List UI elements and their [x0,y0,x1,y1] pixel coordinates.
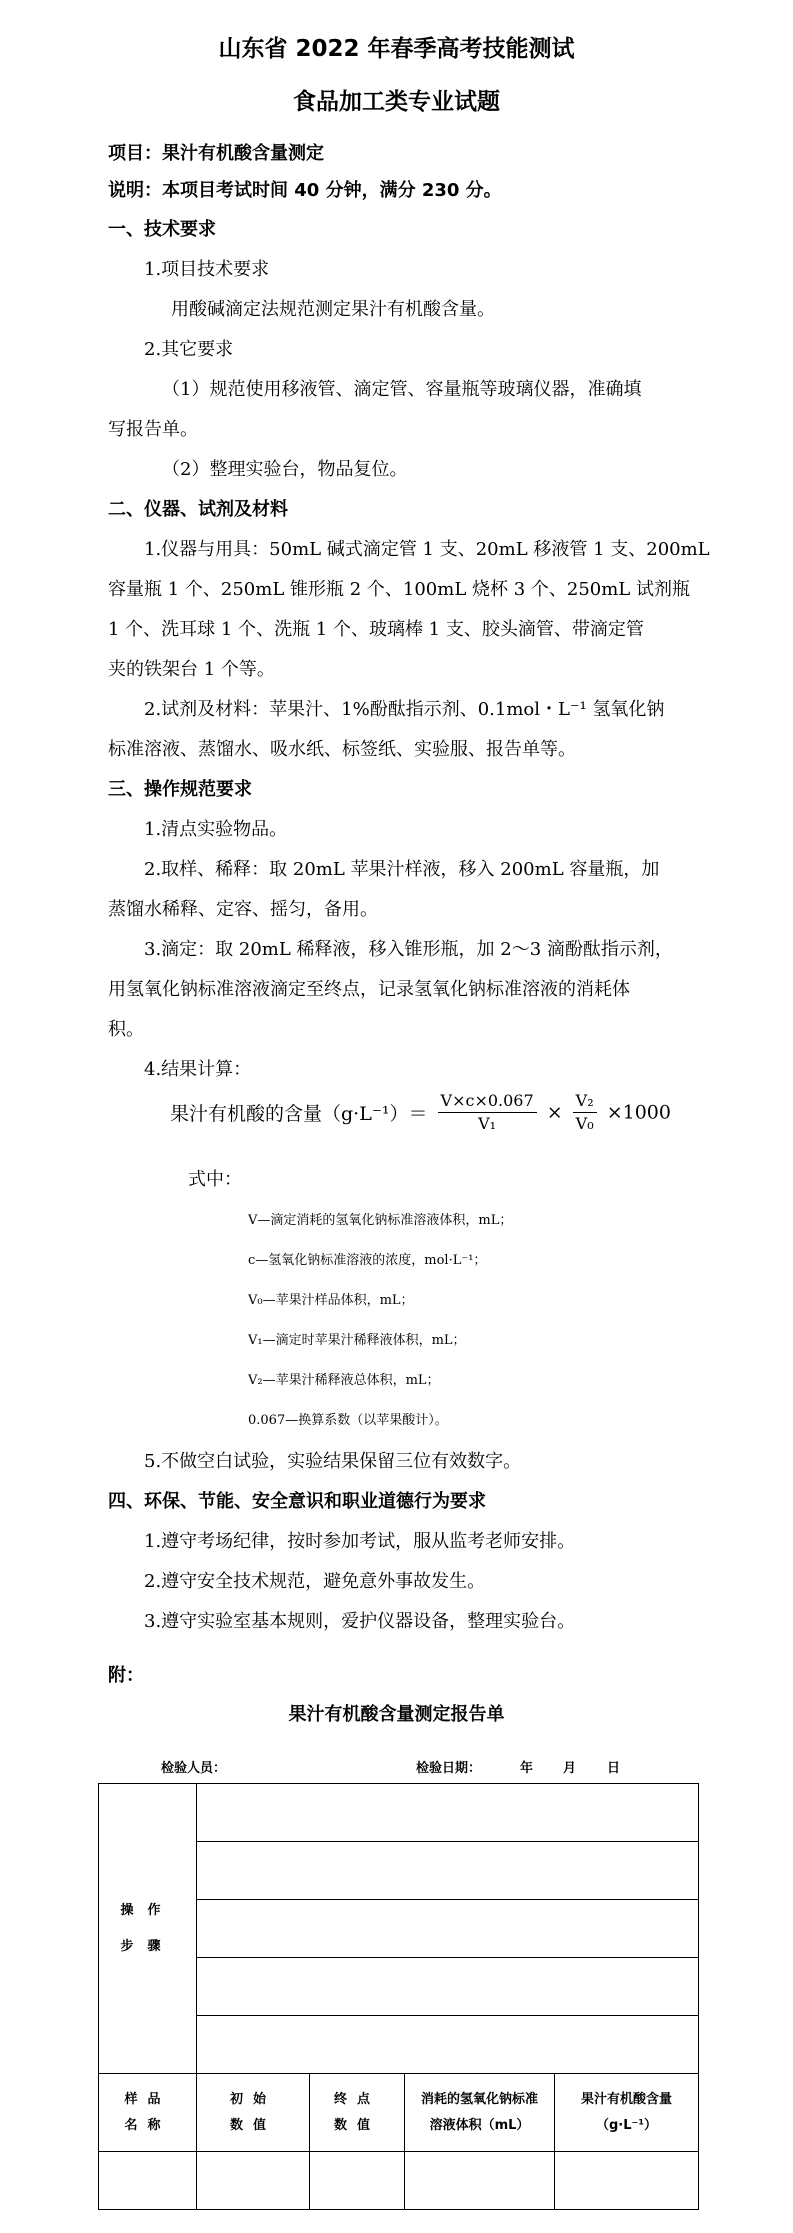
steps-entry-1[interactable] [197,1784,699,1842]
appendix-label: 附： [108,1665,144,1686]
header-naoh-volume-line2: 溶液体积（mL） [429,2117,530,2133]
formula-times-1: × [546,1101,563,1124]
header-end-value [310,2074,405,2152]
header-initial-value-line2: 数值 [229,2117,276,2133]
formula-numerator-1: V×c×0.067 [438,1090,537,1113]
formula-fraction-1 [438,1090,537,1135]
section4-rule3: 3.遵守实验室基本规则，爱护仪器设备，整理实验台。 [144,1611,576,1632]
header-naoh-volume [405,2074,555,2152]
section3-heading: 三、操作规范要求 [108,779,252,800]
project-note: 说明：本项目考试时间 40 分钟，满分 230 分。 [108,180,502,201]
date-label: 检验日期： [416,1761,482,1776]
result-formula [170,1090,671,1150]
steps-label-line2: 步骤 [120,1938,175,1954]
formula-times-2: ×1000 [606,1101,671,1124]
date-month: 月 [563,1761,577,1776]
section3-step3-line1: 3.滴定：取 20mL 稀释液，移入锥形瓶，加 2～3 滴酚酞指示剂， [144,939,673,960]
steps-entry-3[interactable] [197,1900,699,1958]
section2-heading: 二、仪器、试剂及材料 [108,499,288,520]
date-year: 年 [520,1761,534,1776]
project-item: 项目：果汁有机酸含量测定 [108,143,324,164]
formula-left: 果汁有机酸的含量（g·L⁻¹）＝ [170,1103,428,1125]
header-sample-name [99,2074,197,2152]
variable-v2: V₂—苹果汁稀释液总体积，mL； [248,1373,440,1388]
section1-req2: （2）整理实验台，物品复位。 [162,459,408,480]
section3-step1: 1.清点实验物品。 [144,819,288,840]
document-subtitle: 食品加工类专业试题 [293,89,500,115]
header-end-value-line1: 终点 [333,2091,380,2107]
section1-sub2: 2.其它要求 [144,339,234,360]
section1-req1-line1: （1）规范使用移液管、滴定管、容量瓶等玻璃仪器，准确填 [162,379,642,400]
steps-label-cell [99,1784,197,2074]
section1-sub1: 1.项目技术要求 [144,259,270,280]
variable-v1: V₁—滴定时苹果汁稀释液体积，mL； [248,1333,466,1348]
formula-where: 式中： [188,1169,242,1190]
date-day: 日 [607,1761,621,1776]
section3-step2-line1: 2.取样、稀释：取 20mL 苹果汁样液，移入 200mL 容量瓶，加 [144,859,660,880]
header-sample-name-line2: 名称 [124,2117,171,2133]
section3-step2-line2: 蒸馏水稀释、定容、摇匀，备用。 [108,899,378,920]
header-sample-name-line1: 样品 [124,2091,171,2107]
variable-v: V—滴定消耗的氢氧化钠标准溶液体积，mL； [248,1213,513,1228]
steps-row [99,1784,699,1842]
section3-step4: 4.结果计算： [144,1059,252,1080]
sample-name-cell[interactable] [99,2152,197,2210]
results-header-row [99,2074,699,2152]
formula-denominator-2: V₀ [575,1114,594,1133]
results-data-row [99,2152,699,2210]
section2-item1-line4: 夹的铁架台 1 个等。 [108,659,275,680]
steps-entry-4[interactable] [197,1958,699,2016]
section3-step3-line3: 积。 [108,1019,144,1040]
header-initial-value-line1: 初始 [229,2091,276,2107]
section2-item1-line1: 1.仪器与用具：50mL 碱式滴定管 1 支、20mL 移液管 1 支、200mL [144,539,710,560]
section1-req1-line2: 写报告单。 [108,419,198,440]
variable-c: c—氢氧化钠标准溶液的浓度，mol·L⁻¹； [248,1253,487,1268]
steps-label-line1: 操作 [120,1902,175,1918]
naoh-volume-cell[interactable] [405,2152,555,2210]
end-value-cell[interactable] [310,2152,405,2210]
section4-rule2: 2.遵守安全技术规范，避免意外事故发生。 [144,1571,486,1592]
section3-step5: 5.不做空白试验，实验结果保留三位有效数字。 [144,1451,522,1472]
report-title: 果汁有机酸含量测定报告单 [288,1704,505,1725]
section4-heading: 四、环保、节能、安全意识和职业道德行为要求 [108,1491,486,1512]
section3-step3-line2: 用氢氧化钠标准溶液滴定至终点，记录氢氧化钠标准溶液的消耗体 [108,979,630,1000]
section2-item2-line2: 标准溶液、蒸馏水、吸水纸、标签纸、实验服、报告单等。 [108,739,576,760]
section2-item2-line1: 2.试剂及材料：苹果汁、1%酚酞指示剂、0.1mol・L⁻¹ 氢氧化钠 [144,699,665,720]
document-title: 山东省 2022 年春季高考技能测试 [218,36,575,62]
section1-sub1-text: 用酸碱滴定法规范测定果汁有机酸含量。 [171,299,495,320]
formula-denominator-1: V₁ [478,1114,497,1133]
steps-entry-5[interactable] [197,2016,699,2074]
header-acid-content [555,2074,699,2152]
steps-entry-2[interactable] [197,1842,699,1900]
report-table [98,1783,699,2210]
header-acid-content-line2: （g·L⁻¹） [595,2117,658,2133]
formula-fraction-2 [573,1090,597,1135]
section1-heading: 一、技术要求 [108,219,216,240]
section2-item1-line3: 1 个、洗耳球 1 个、洗瓶 1 个、玻璃棒 1 支、胶头滴管、带滴定管 [108,619,644,640]
variable-v0: V₀—苹果汁样品体积，mL； [248,1293,414,1308]
inspector-label: 检验人员： [161,1761,227,1776]
header-acid-content-line1: 果汁有机酸含量 [580,2091,672,2107]
initial-value-cell[interactable] [197,2152,310,2210]
header-initial-value [197,2074,310,2152]
acid-content-cell[interactable] [555,2152,699,2210]
header-naoh-volume-line1: 消耗的氢氧化钠标准 [420,2091,538,2107]
variable-factor: 0.067—换算系数（以苹果酸计）。 [248,1413,448,1428]
section2-item1-line2: 容量瓶 1 个、250mL 锥形瓶 2 个、100mL 烧杯 3 个、250mL 试剂瓶 [108,579,690,600]
formula-numerator-2: V₂ [573,1090,597,1113]
section4-rule1: 1.遵守考场纪律，按时参加考试，服从监考老师安排。 [144,1531,576,1552]
header-end-value-line2: 数值 [333,2117,380,2133]
